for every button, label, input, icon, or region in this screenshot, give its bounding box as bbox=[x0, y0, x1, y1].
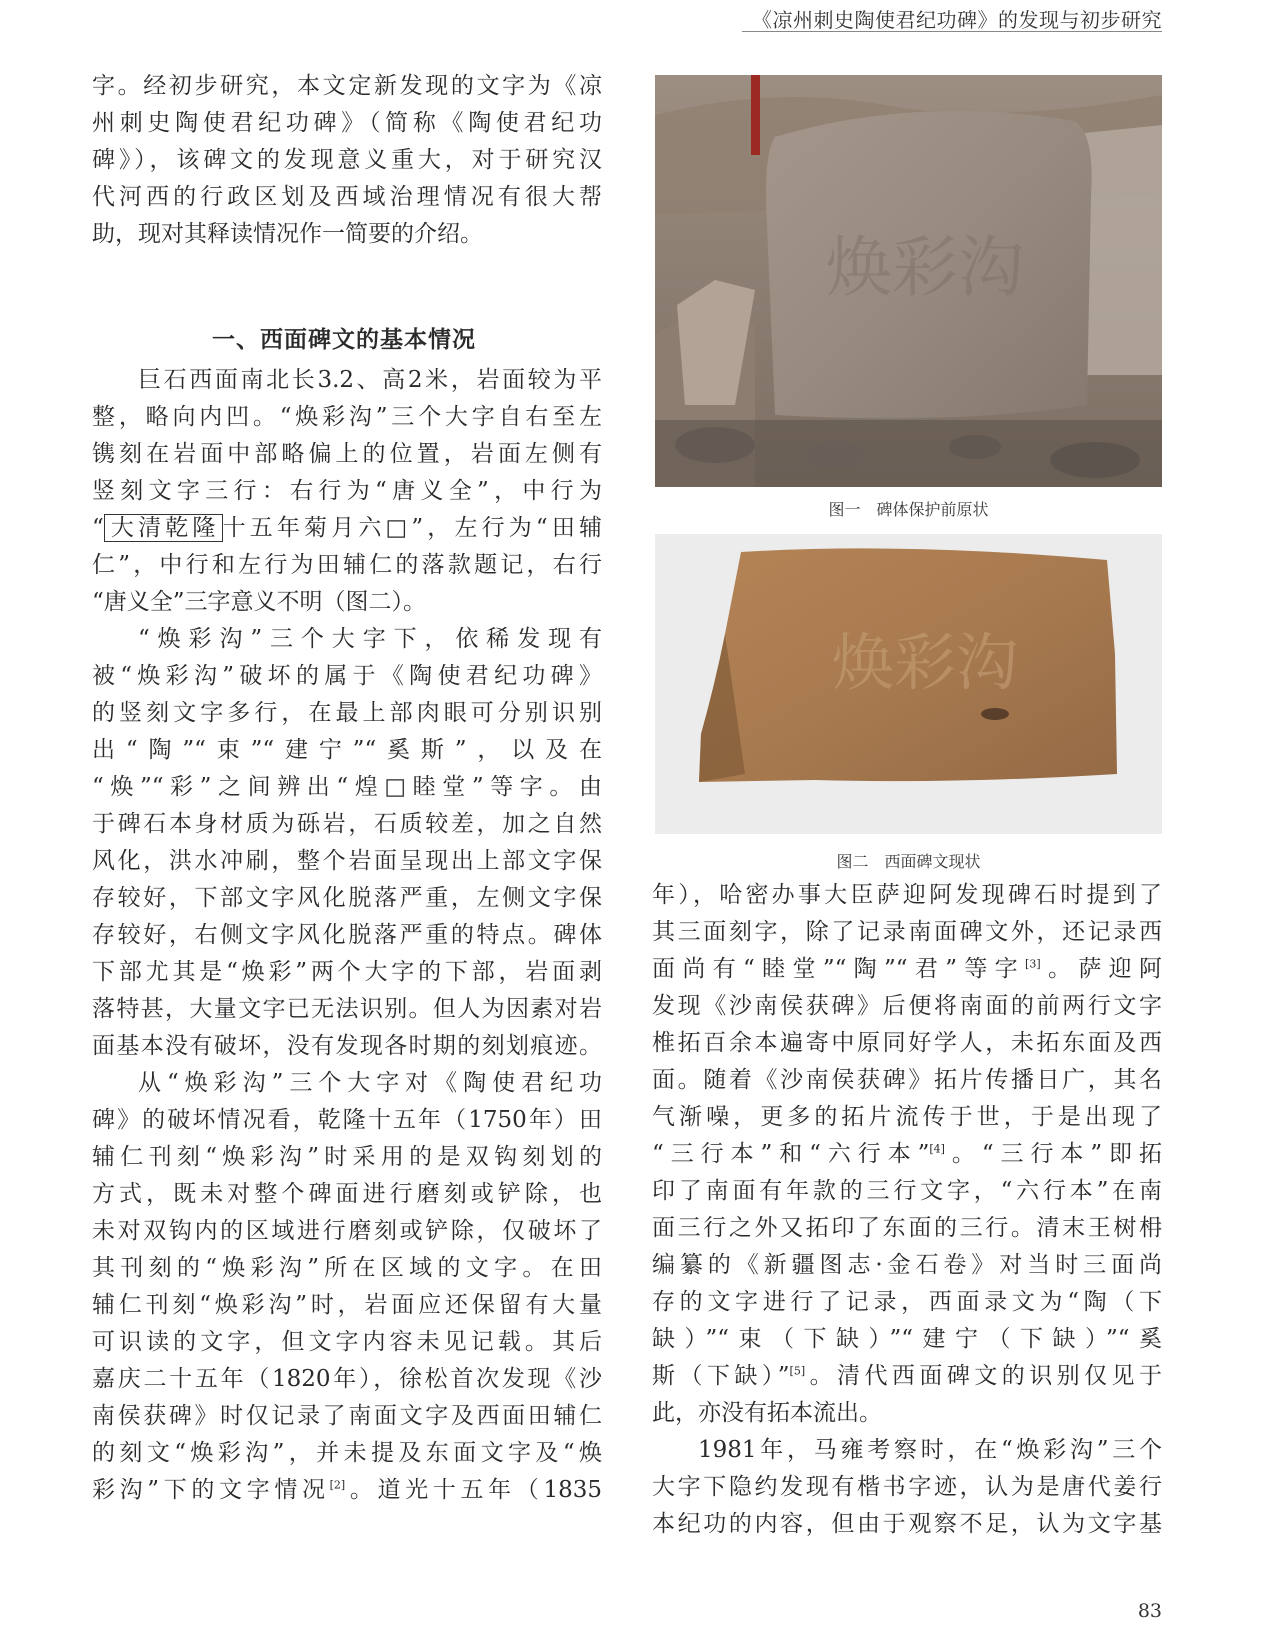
text-line: 从“焕彩沟”三个大字对《陶使君纪功 bbox=[138, 1070, 602, 1096]
text-line: 其刊刻的“焕彩沟”所在区域的文字。在田 bbox=[92, 1255, 602, 1281]
text-fragment: 。清代西面碑文的识别仅见于 bbox=[805, 1363, 1163, 1389]
footnote-ref[interactable]: [5] bbox=[789, 1364, 806, 1378]
text-line: 被“焕彩沟”破坏的属于《陶使君纪功碑》 bbox=[92, 663, 602, 689]
footnote-ref[interactable]: [2] bbox=[329, 1478, 346, 1492]
figure-2-caption: 图二 西面碑文现状 bbox=[836, 852, 981, 871]
text-line: 的刻文“焕彩沟”，并未提及东面文字及“焕 bbox=[92, 1440, 602, 1466]
figure-1-caption: 图一 碑体保护前原状 bbox=[828, 500, 989, 519]
fig2-inscription: 焕彩沟 bbox=[831, 626, 1019, 699]
paragraph-1 bbox=[92, 362, 602, 621]
text-line: 助，现对其释读情况作一简要的介绍。 bbox=[92, 221, 483, 247]
text-line: 于碑石本身材质为砾岩，石质较差，加之自然 bbox=[92, 811, 602, 837]
left-column-body bbox=[92, 362, 602, 1509]
text-line: 碑》的破坏情况看，乾隆十五年（1750年）田 bbox=[92, 1107, 602, 1133]
section-heading: 一、西面碑文的基本情况 bbox=[212, 327, 476, 354]
text-line: 的竖刻文字多行，在最上部肉眼可分别识别 bbox=[92, 700, 602, 726]
figure-2-photo bbox=[655, 534, 1162, 834]
header-rule bbox=[742, 31, 1162, 32]
fig1-inscription: 焕彩沟 bbox=[826, 229, 1024, 306]
text-line: 竖刻文字三行：右行为“唐义全”，中行为 bbox=[92, 478, 602, 504]
text-line: 其三面刻字，除了记录南面碑文外，还记录西 bbox=[652, 919, 1162, 945]
text-line: 辅仁刊刻“焕彩沟”时采用的是双钩刻划的 bbox=[92, 1144, 602, 1170]
text-line: 落特甚，大量文字已无法识别。但人为因素对岩 bbox=[92, 996, 602, 1022]
text-line: 椎拓百余本遍寄中原同好学人，未拓东面及西 bbox=[652, 1030, 1162, 1056]
boxed-text: 大清乾隆 bbox=[104, 514, 223, 542]
text-line: 未对双钩内的区域进行磨刻或铲除，仅破坏了 bbox=[92, 1218, 602, 1244]
text-line: 嘉庆二十五年（1820年），徐松首次发现《沙 bbox=[92, 1366, 602, 1392]
text-line: 代河西的行政区划及西域治理情况有很大帮 bbox=[92, 184, 602, 210]
intro-paragraph bbox=[92, 68, 602, 253]
text-line: 碑》），该碑文的发现意义重大，对于研究汉 bbox=[92, 147, 602, 173]
text-line bbox=[92, 510, 602, 547]
open-quote: “ bbox=[92, 515, 104, 541]
text-line: 可识读的文字，但文字内容未见记载。其后 bbox=[92, 1329, 602, 1355]
paragraph-2 bbox=[92, 621, 602, 1065]
text-line: 仁”，中行和左行为田辅仁的落款题记，右行 bbox=[92, 552, 602, 578]
text-line: 缺）”“束（下缺）”“建宁（下缺）”“奚 bbox=[652, 1326, 1162, 1352]
paragraph-next bbox=[652, 1432, 1162, 1543]
right-column bbox=[652, 877, 1162, 1543]
page-number: 83 bbox=[1137, 1600, 1162, 1622]
text-line: 面基本没有破坏，没有发现各时期的刻划痕迹。 bbox=[92, 1033, 602, 1059]
text-fragment: “三行本”和“六行本” bbox=[652, 1141, 930, 1167]
text-line: 字。经初步研究，本文定新发现的文字为《凉 bbox=[92, 73, 602, 99]
text-line: 发现《沙南侯获碑》后便将南面的前两行文字 bbox=[652, 993, 1162, 1019]
text-line: 编纂的《新疆图志·金石卷》对当时三面尚 bbox=[652, 1252, 1162, 1278]
stele-before-protection-image bbox=[655, 75, 1162, 487]
text-line: 此，亦没有拓本流出。 bbox=[652, 1400, 882, 1426]
text-line: “焕彩沟”三个大字下，依稀发现有 bbox=[138, 626, 602, 652]
text-line: 出“陶”“束”“建宁”“奚斯”，以及在 bbox=[92, 737, 602, 763]
text-line: 面三行之外又拓印了东面的三行。清末王树枏 bbox=[652, 1215, 1162, 1241]
text-line: 下部尤其是“焕彩”两个大字的下部，岩面剥 bbox=[92, 959, 602, 985]
text-line: 大字下隐约发现有楷书字迹，认为是唐代姜行 bbox=[652, 1474, 1162, 1500]
paragraph-continued bbox=[652, 877, 1162, 1432]
text-fragment: 彩沟”下的文字情况 bbox=[92, 1477, 330, 1503]
text-line: 整，略向内凹。“焕彩沟”三个大字自右至左 bbox=[92, 404, 602, 430]
west-inscription-image bbox=[655, 534, 1162, 834]
text-line: 存较好，下部文字风化脱落严重，左侧文字保 bbox=[92, 885, 602, 911]
text-line: 方式，既未对整个碑面进行磨刻或铲除，也 bbox=[92, 1181, 602, 1207]
left-column bbox=[92, 68, 602, 253]
text-line: 巨石西面南北长3.2、高2米，岩面较为平 bbox=[138, 367, 602, 393]
text-fragment: 。萨迎阿 bbox=[1040, 956, 1162, 982]
figure-1-photo bbox=[655, 75, 1162, 487]
text-fragment: 。道光十五年（1835 bbox=[345, 1477, 602, 1503]
text-line: 气渐噪，更多的拓片流传于世，于是出现了 bbox=[652, 1104, 1162, 1130]
paragraph-3 bbox=[92, 1065, 602, 1509]
text-line bbox=[652, 951, 1162, 988]
footnote-ref[interactable]: [3] bbox=[1025, 957, 1041, 971]
footnote-ref[interactable]: [4] bbox=[929, 1142, 945, 1156]
text-line bbox=[92, 1472, 602, 1509]
text-line: 辅仁刊刻“焕彩沟”时，岩面应还保留有大量 bbox=[92, 1292, 602, 1318]
text-line: 镌刻在岩面中部略偏上的位置，岩面左侧有 bbox=[92, 441, 602, 467]
text-line: 印了南面有年款的三行文字，“六行本”在南 bbox=[652, 1178, 1162, 1204]
text-line: 1981年，马雍考察时，在“焕彩沟”三个 bbox=[698, 1437, 1162, 1463]
text-fragment: 面尚有“睦堂”“陶”“君”等字 bbox=[652, 956, 1026, 982]
text-line: “唐义全”三字意义不明（图二）。 bbox=[92, 589, 427, 615]
running-title: 《凉州刺史陶使君纪功碑》的发现与初步研究 bbox=[752, 8, 1162, 32]
text-line bbox=[652, 1358, 1162, 1395]
line-rest: 十五年菊月六□”，左行为“田辅 bbox=[222, 515, 603, 541]
text-line: 州刺史陶使君纪功碑》（简称《陶使君纪功 bbox=[92, 110, 602, 136]
text-fragment: 斯（下缺）” bbox=[652, 1363, 790, 1389]
text-fragment: 。“三行本”即拓 bbox=[944, 1141, 1162, 1167]
text-line: 面。随着《沙南侯获碑》拓片传播日广，其名 bbox=[652, 1067, 1162, 1093]
text-line: 南侯获碑》时仅记录了南面文字及西面田辅仁 bbox=[92, 1403, 602, 1429]
text-line: “焕”“彩”之间辨出“煌□睦堂”等字。由 bbox=[92, 774, 602, 800]
text-line: 年），哈密办事大臣萨迎阿发现碑石时提到了 bbox=[652, 882, 1162, 908]
text-line bbox=[652, 1136, 1162, 1173]
text-line: 存较好，右侧文字风化脱落严重的特点。碑体 bbox=[92, 922, 602, 948]
text-line: 存的文字进行了记录，西面录文为“陶（下 bbox=[652, 1289, 1162, 1315]
text-line: 本纪功的内容，但由于观察不足，认为文字基 bbox=[652, 1511, 1162, 1537]
text-line: 风化，洪水冲刷，整个岩面呈现出上部文字保 bbox=[92, 848, 602, 874]
